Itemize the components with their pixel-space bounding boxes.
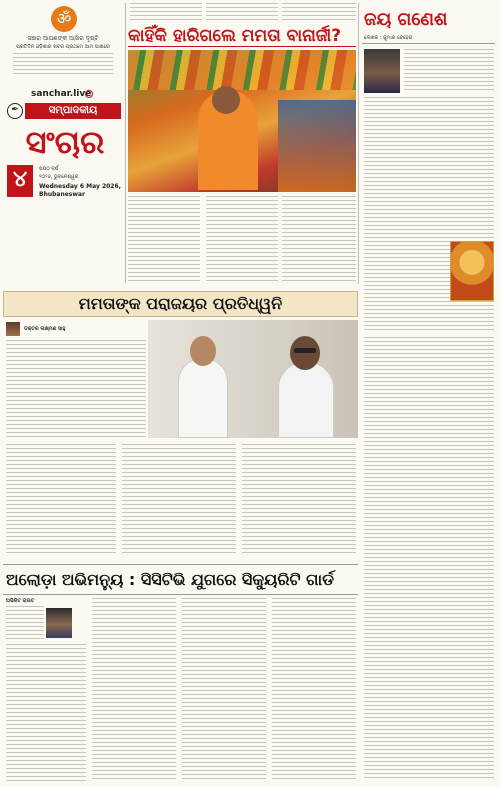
- top-story-text-col-3: [282, 3, 356, 23]
- leader-head: [212, 86, 240, 114]
- mamata-figure: [178, 358, 228, 438]
- section-divider: [3, 564, 358, 565]
- bottom-headline-underline: [3, 594, 358, 595]
- place-english: Bhubaneswar: [39, 191, 85, 198]
- article-text-col-2: [122, 444, 236, 556]
- article-text-left: [6, 340, 146, 440]
- article-text-col-1: [6, 444, 116, 556]
- top-story-text-col-2: [206, 3, 278, 23]
- globe-icon: [85, 90, 93, 98]
- paper-name: ସଂଚାର: [25, 123, 105, 161]
- jay-ganesh-byline: ଲେଖକ : କୁମାର ବେହେରା: [364, 35, 413, 41]
- section-banner-headline: ମମତାଙ୍କ ପରାଜୟର ପ୍ରତିଧ୍ୱନି: [78, 294, 283, 313]
- website-link[interactable]: sanchar.live: [31, 89, 92, 99]
- jay-ganesh-column: [360, 3, 497, 783]
- top-story-text-col-5: [206, 196, 278, 282]
- ad-line-1: ସଞ୍ଚାର ଆପଣଙ୍କ ଆଖିର ଦୃଷ୍ଟି: [27, 35, 99, 42]
- bottom-story-headline: ଅଲୋଡ଼ା ଅଭିମନ୍ୟୁ : ସିସିଟିଭି ଯୁଗରେ ସିକ୍ୟୁରିଟି ଗାର୍ଡ: [6, 570, 334, 589]
- masthead: [3, 3, 123, 203]
- om-logo-icon: ॐ: [51, 6, 77, 32]
- ad-line-2: ପ୍ରତିଦିନ ଓଡ଼ିଶାର ଖବର ପ୍ରଥମେ ଆମ ପାଖରେ: [16, 44, 110, 50]
- section-banner-byline: ଡକ୍ଟର ଲକ୍ଷ୍ମଣ ସାହୁ: [24, 326, 66, 332]
- author-photo: [364, 49, 400, 93]
- bottom-story-text-1: [6, 606, 44, 642]
- jay-ganesh-headline: ଜୟ ଗଣେଶ: [364, 9, 448, 30]
- bottom-story-text-2: [6, 644, 86, 782]
- top-story-text-col-1: [130, 3, 202, 23]
- bottom-story-text-5: [272, 598, 356, 782]
- date-number: ୪: [12, 167, 28, 192]
- mamata-head: [190, 336, 216, 366]
- volume-line-1: ଷଷ୍ଠ ବର୍ଷ: [39, 166, 59, 172]
- column-rule: [125, 3, 126, 283]
- article-text-col-3: [242, 444, 356, 556]
- leaders-photo: [148, 320, 358, 438]
- headline-underline: [128, 46, 356, 47]
- top-story-headline: କାହିଁକି ହାରିଗଲେ ମମତା ବାନାର୍ଜୀ?: [128, 26, 342, 46]
- bottom-story-text-4: [182, 598, 266, 782]
- bottom-story-text-3: [92, 598, 176, 782]
- bottom-author-photo: [46, 608, 72, 638]
- volume-line-2: ୨୦୨୬, ଭୁବନେଶ୍ୱର: [39, 174, 79, 180]
- pen-icon: ✒: [7, 103, 23, 119]
- jay-ganesh-underline: [362, 43, 495, 44]
- ganesh-idol-image: [450, 241, 494, 301]
- date-english: Wednesday 6 May 2026,: [39, 183, 121, 190]
- stalin-head: [290, 336, 320, 370]
- top-story-text-col-6: [282, 196, 356, 282]
- stalin-glasses: [294, 348, 316, 353]
- section-label: ସମ୍ପାଦକୀୟ: [48, 105, 98, 116]
- bottom-story-byline: ଅଭିଜିତ ରାଉତ: [6, 598, 35, 604]
- jay-ganesh-text-3: [364, 337, 494, 779]
- byline-author-photo: [6, 322, 20, 336]
- ad-text: [13, 53, 113, 75]
- stalin-figure: [278, 362, 334, 438]
- top-story-text-col-4: [128, 196, 200, 282]
- column-rule: [358, 3, 359, 284]
- jay-ganesh-text-1: [404, 49, 494, 93]
